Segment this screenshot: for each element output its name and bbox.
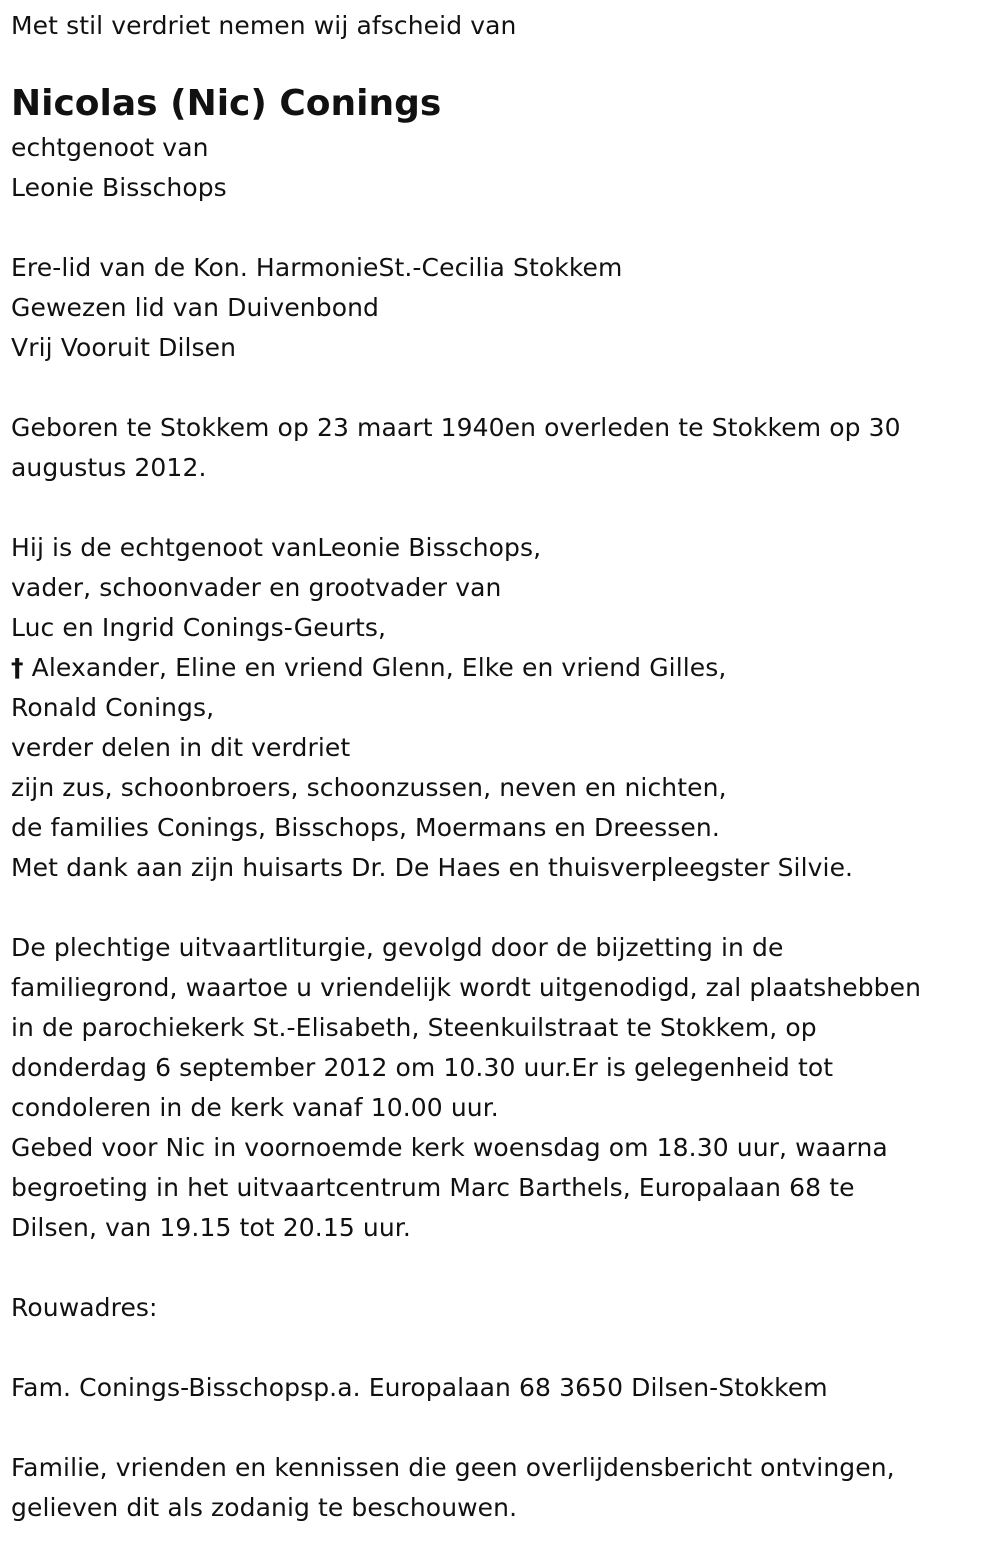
ceremony-line: in de parochiekerk St.-Elisabeth, Steenkuilstraat te Stokkem, op (11, 1013, 817, 1042)
birth-death-line: Geboren te Stokkem op 23 maart 1940en overleden te Stokkem op 30 (11, 413, 901, 442)
family-grandchildren-line (11, 648, 1000, 688)
spacer (11, 368, 1000, 408)
family-child-line: Ronald Conings, (11, 693, 215, 722)
ceremony-line: donderdag 6 september 2012 om 10.30 uur.Er is gelegenheid tot (11, 1053, 834, 1082)
ceremony-line: Dilsen, van 19.15 tot 20.15 uur. (11, 1213, 411, 1242)
ceremony-line: familiegrond, waartoe u vriendelijk wordt uitgenodigd, zal plaatshebben (11, 973, 922, 1002)
cross-icon: † (11, 653, 24, 682)
ceremony-line: begroeting in het uitvaartcentrum Marc Barthels, Europalaan 68 te (11, 1173, 855, 1202)
address-value: Fam. Conings-Bisschopsp.a. Europalaan 68 3650 Dilsen-Stokkem (11, 1373, 828, 1402)
family-child-line: Luc en Ingrid Conings-Geurts, (11, 613, 387, 642)
spouse-name: Leonie Bisschops (11, 173, 227, 202)
spacer (11, 208, 1000, 248)
ceremony-line: De plechtige uitvaartliturgie, gevolgd door de bijzetting in de (11, 933, 784, 962)
membership-line: Ere-lid van de Kon. HarmonieSt.-Cecilia Stokkem (11, 253, 623, 282)
intro-text: Met stil verdriet nemen wij afscheid van (11, 11, 517, 40)
closing-line: gelieven dit als zodanig te beschouwen. (11, 1493, 518, 1522)
family-spouse-line: Hij is de echtgenoot vanLeonie Bisschops, (11, 533, 542, 562)
membership-line: Gewezen lid van Duivenbond (11, 293, 380, 322)
closing-line: Familie, vrienden en kennissen die geen overlijdensbericht ontvingen, (11, 1453, 895, 1482)
family-relatives-line: zijn zus, schoonbroers, schoonzussen, neven en nichten, (11, 773, 727, 802)
spouse-prefix: echtgenoot van (11, 133, 209, 162)
deceased-name: Nicolas (Nic) Conings (11, 83, 442, 124)
spacer (11, 488, 1000, 528)
family-thanks-line: Met dank aan zijn huisarts Dr. De Haes en thuisverpleegster Silvie. (11, 853, 854, 882)
spacer (11, 1328, 1000, 1368)
family-families-line: de families Conings, Bisschops, Moermans en Dreessen. (11, 813, 720, 842)
spacer (11, 888, 1000, 928)
birth-death-line: augustus 2012. (11, 453, 207, 482)
ceremony-line: condoleren in de kerk vanaf 10.00 uur. (11, 1093, 499, 1122)
spacer (11, 1248, 1000, 1288)
family-share-line: verder delen in dit verdriet (11, 733, 351, 762)
address-label: Rouwadres: (11, 1293, 158, 1322)
spacer (11, 1408, 1000, 1448)
family-role-line: vader, schoonvader en grootvader van (11, 573, 502, 602)
membership-line: Vrij Vooruit Dilsen (11, 333, 237, 362)
ceremony-line: Gebed voor Nic in voornoemde kerk woensdag om 18.30 uur, waarna (11, 1133, 888, 1162)
grandchildren-text: Alexander, Eline en vriend Glenn, Elke en vriend Gilles, (31, 653, 727, 682)
